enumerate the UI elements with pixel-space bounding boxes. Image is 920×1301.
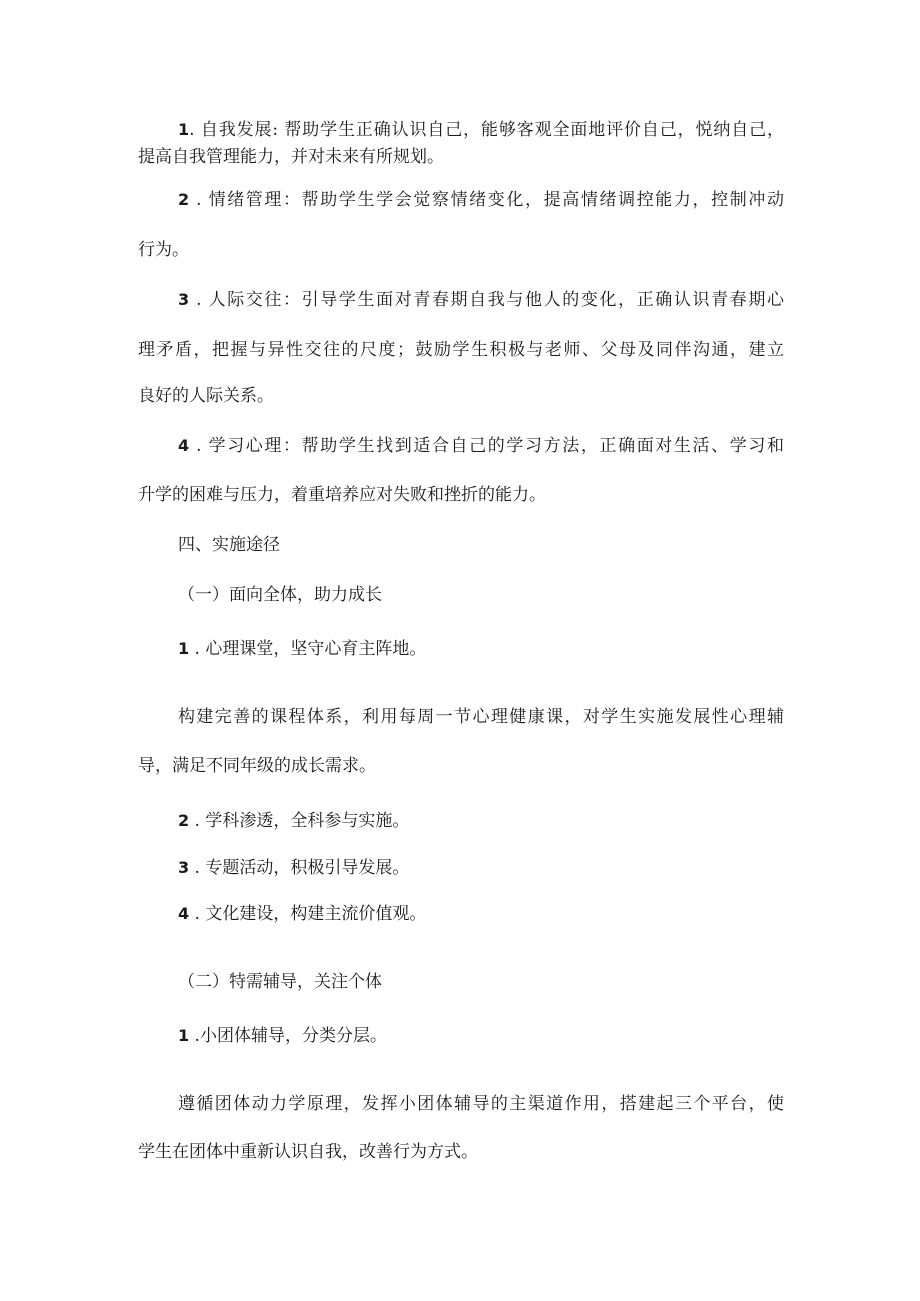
- item-interpersonal: [138, 288, 784, 312]
- item-text: . 人际交往：引导学生面对青春期自我与他人的变化，正确认识青春期心: [189, 290, 784, 310]
- paragraph-line: 提高自我管理能力，并对未来有所规划。: [138, 147, 444, 167]
- item-number: 2: [178, 811, 190, 830]
- item-text: . 学习心理：帮助学生找到适合自己的学习方法，正确面对生活、学习和: [189, 436, 784, 456]
- item-self-development: [138, 118, 784, 142]
- paragraph-line: 学生在团体中重新认识自我，改善行为方式。: [138, 1142, 478, 1162]
- item-emotion-management: [138, 188, 784, 212]
- item-text: . 文化建设，构建主流价值观。: [189, 904, 427, 924]
- paragraph-line: 理矛盾，把握与异性交往的尺度；鼓励学生积极与老师、父母及同伴沟通，建立: [138, 340, 784, 360]
- item-subject-integration: [138, 809, 784, 833]
- item-number: 1: [178, 120, 190, 139]
- subsection-heading: （一）面向全体，助力成长: [178, 585, 382, 605]
- item-psych-class: [138, 637, 784, 661]
- item-text: .小团体辅导，分类分层。: [189, 1026, 387, 1046]
- item-number: 1: [178, 639, 190, 658]
- item-number: 3: [178, 858, 190, 877]
- paragraph-line: 导，满足不同年级的成长需求。: [138, 756, 376, 776]
- paragraph-line: 构建完善的课程体系，利用每周一节心理健康课，对学生实施发展性心理辅: [178, 707, 784, 727]
- item-small-group-counseling: [138, 1024, 784, 1048]
- item-culture-building: [138, 902, 784, 926]
- item-text: . 自我发展: 帮助学生正确认识自己，能够客观全面地评价自己，悦纳自己，: [189, 120, 784, 140]
- item-special-activities: [138, 856, 784, 880]
- item-number: 4: [178, 436, 190, 455]
- item-learning-psychology: [138, 434, 784, 458]
- section-heading: 四、实施途径: [178, 535, 280, 555]
- item-number: 4: [178, 904, 190, 923]
- paragraph-line: 遵循团体动力学原理，发挥小团体辅导的主渠道作用，搭建起三个平台，使: [178, 1094, 784, 1114]
- item-text: . 情绪管理：帮助学生学会觉察情绪变化，提高情绪调控能力，控制冲动: [189, 190, 784, 210]
- item-number: 3: [178, 290, 190, 309]
- item-text: . 学科渗透，全科参与实施。: [189, 811, 410, 831]
- subsection-heading: （二）特需辅导，关注个体: [178, 972, 382, 992]
- item-number: 1: [178, 1026, 190, 1045]
- item-text: . 心理课堂，坚守心育主阵地。: [189, 639, 427, 659]
- paragraph-line: 良好的人际关系。: [138, 386, 274, 406]
- paragraph-line: 升学的困难与压力，着重培养应对失败和挫折的能力。: [138, 485, 546, 505]
- paragraph-line: 行为。: [138, 240, 189, 260]
- item-text: . 专题活动，积极引导发展。: [189, 858, 410, 878]
- item-number: 2: [178, 190, 190, 209]
